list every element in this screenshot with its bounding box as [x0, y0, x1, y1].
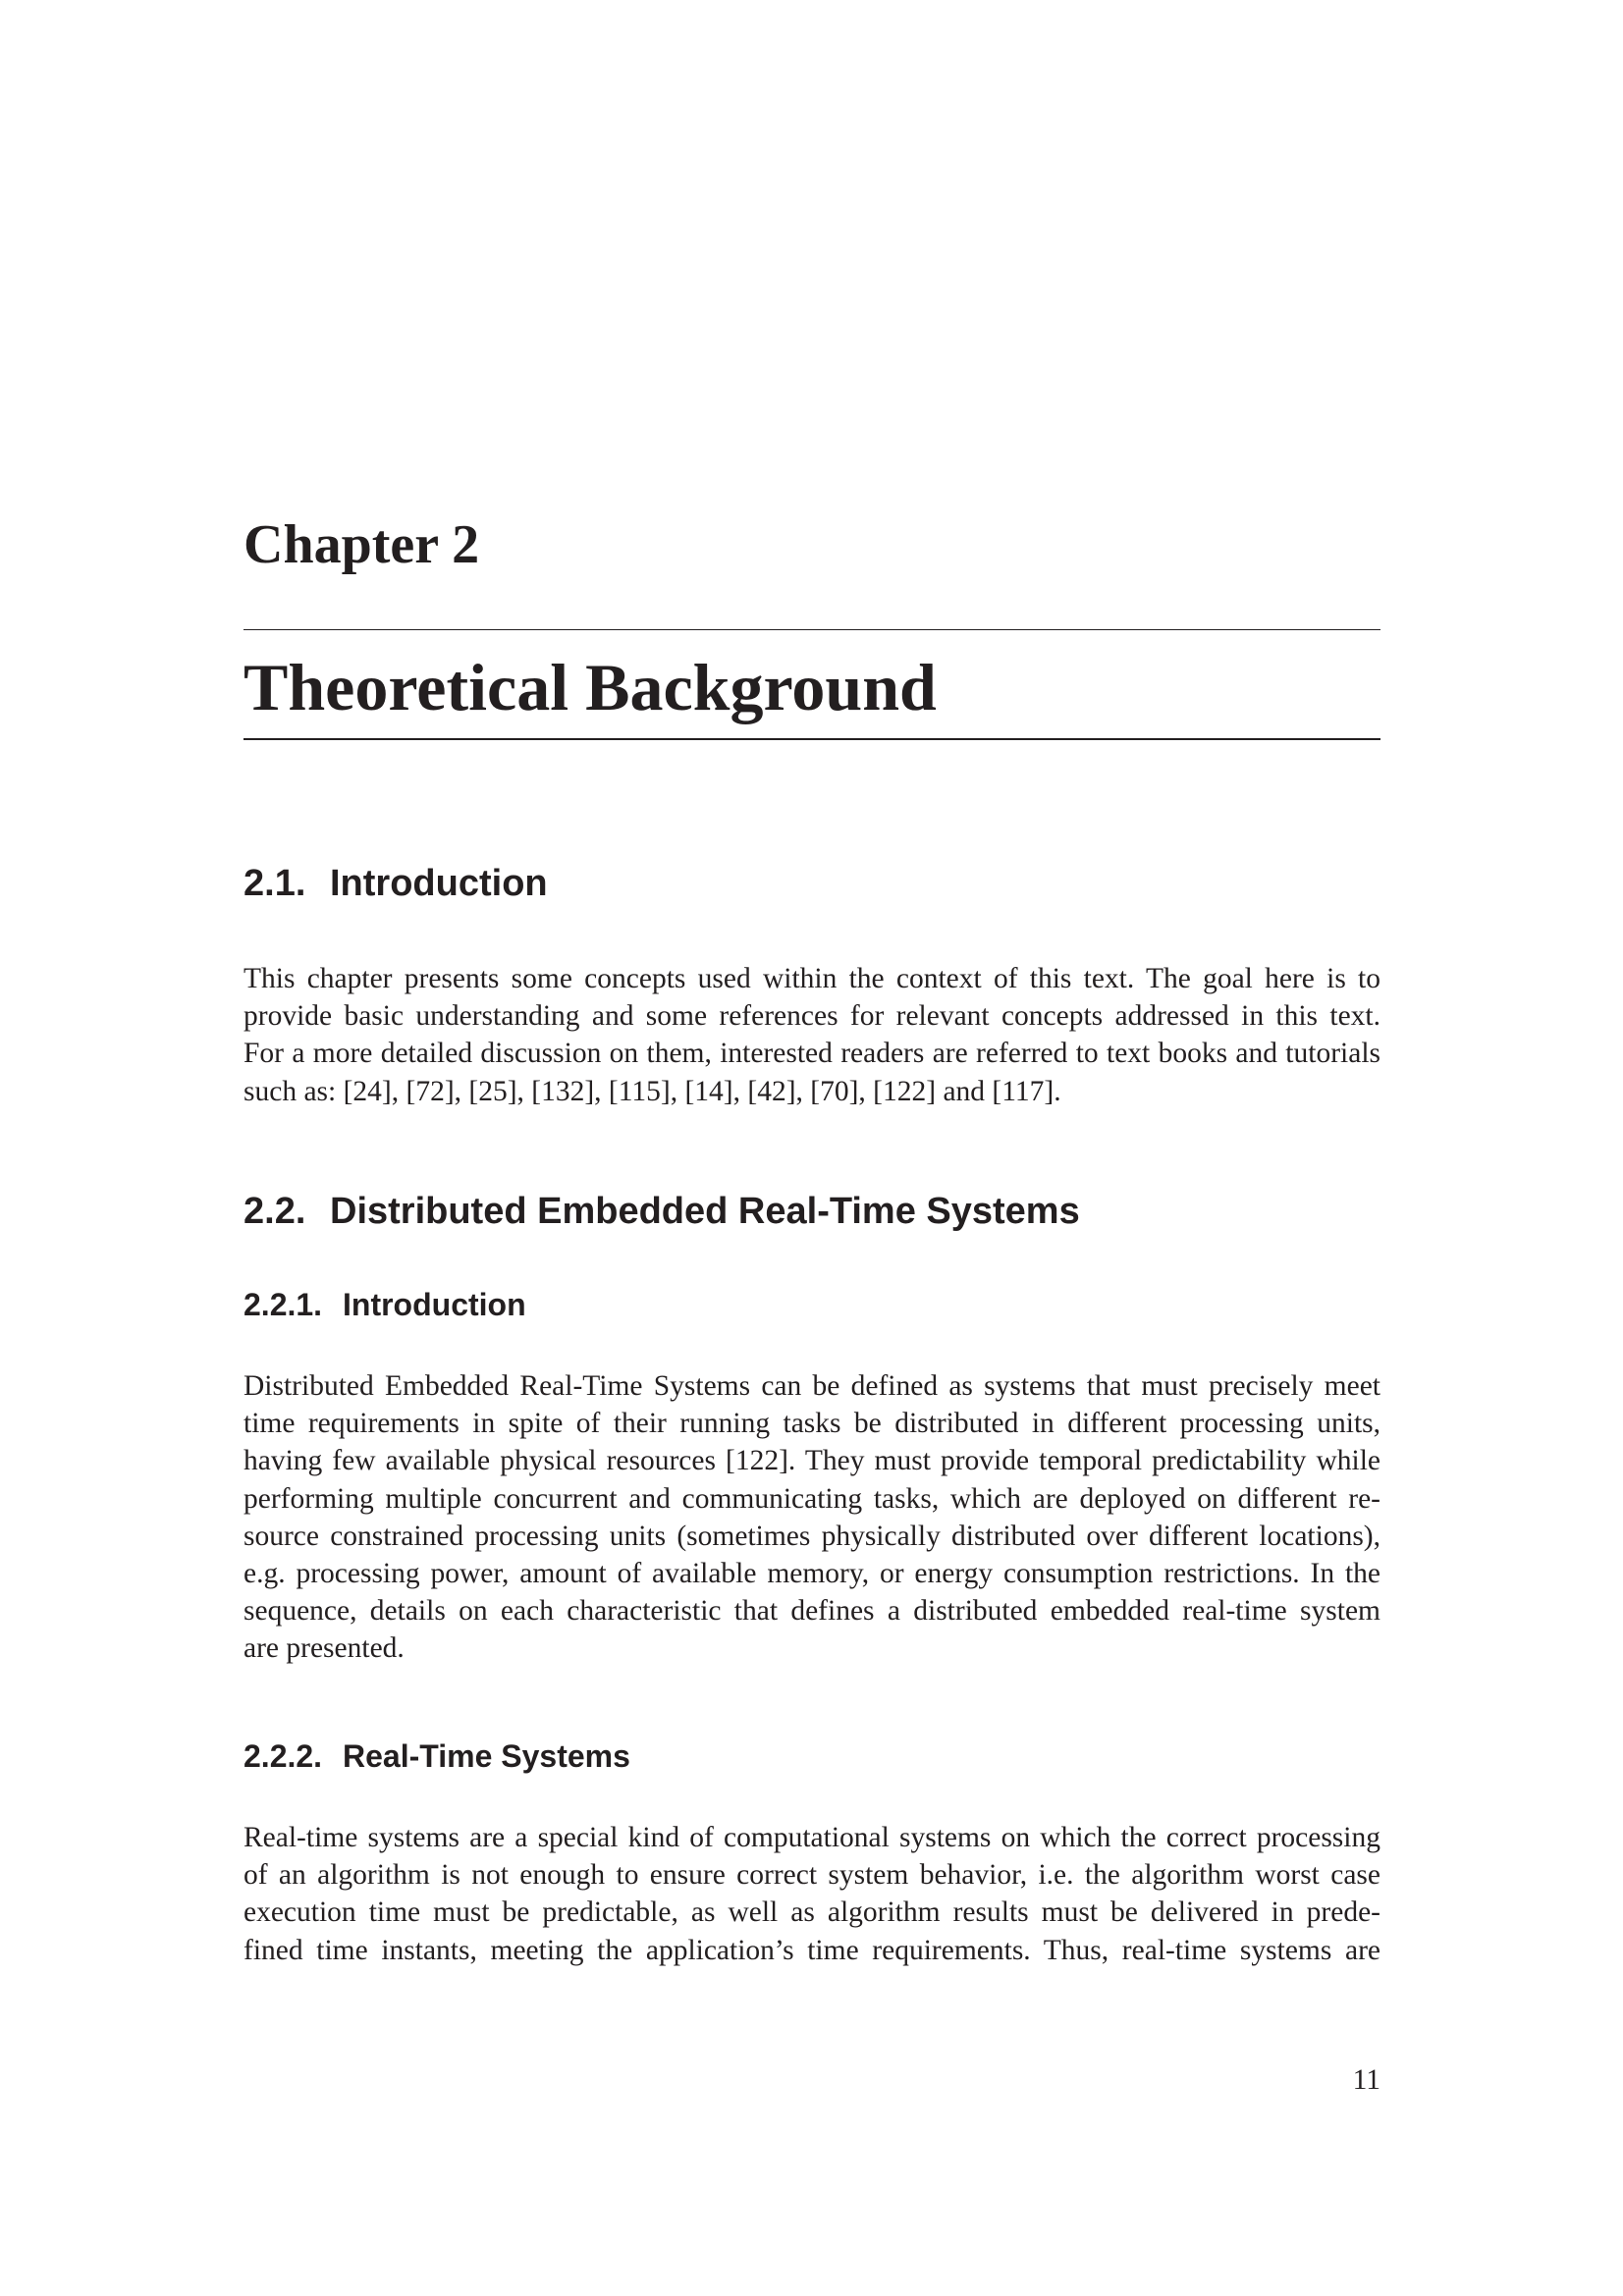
section-title: Introduction: [330, 863, 548, 904]
paragraph-line: provide basic understanding and some references for relevant concepts addressed in this text.: [243, 1000, 1380, 1033]
paragraph-line: e.g. processing power, amount of available memory, or energy consumption restrictions. In the: [243, 1558, 1380, 1590]
chapter-title: Theoretical Background: [243, 650, 937, 724]
section-number: 2.1.: [243, 863, 306, 904]
subsection-number: 2.2.1.: [243, 1287, 323, 1322]
paragraph-line: time requirements in spite of their running tasks be distributed in different processing units,: [243, 1408, 1380, 1440]
paragraph-line: Distributed Embedded Real-Time Systems can be defined as systems that must precisely meet: [243, 1370, 1380, 1402]
paragraph-line: execution time must be predictable, as well as algorithm results must be delivered in prede-: [243, 1896, 1380, 1929]
section-heading-distributed-systems: [243, 1188, 1380, 1235]
subsection-heading-introduction: [243, 1284, 1380, 1325]
section-title: Distributed Embedded Real-Time Systems: [330, 1191, 1080, 1232]
paragraph-line: For a more detailed discussion on them, interested readers are referred to text books and tutorials: [243, 1038, 1380, 1070]
paragraph-line: such as: [24], [72], [25], [132], [115], [14], [42], [70], [122] and [117].: [243, 1075, 1061, 1107]
title-rule-bottom: [243, 738, 1380, 740]
paragraph-line: having few available physical resources [122]. They must provide temporal predictability while: [243, 1445, 1380, 1477]
page-number: 11: [1352, 2064, 1380, 2096]
subsection-title: Introduction: [343, 1287, 526, 1322]
paragraph-line: sequence, details on each characteristic that defines a distributed embedded real-time system: [243, 1595, 1380, 1628]
paragraph-line: Real-time systems are a special kind of computational systems on which the correct processing: [243, 1822, 1380, 1853]
chapter-label: Chapter 2: [243, 514, 480, 575]
introduction-paragraph: [243, 960, 1380, 1110]
paragraph-line: This chapter presents some concepts used within the context of this text. The goal here is to: [243, 963, 1380, 994]
subsection-number: 2.2.2.: [243, 1738, 323, 1774]
distributed-intro-paragraph: [243, 1367, 1380, 1668]
title-rule-top: [243, 629, 1380, 630]
subsection-title: Real-Time Systems: [343, 1738, 630, 1774]
paragraph-line: fined time instants, meeting the application’s time requirements. Thus, real-time systems are: [243, 1934, 1380, 1966]
paragraph-line: are presented.: [243, 1632, 405, 1665]
section-number: 2.2.: [243, 1191, 306, 1232]
paragraph-line: performing multiple concurrent and communicating tasks, which are deployed on different re-: [243, 1482, 1380, 1515]
real-time-systems-paragraph: [243, 1819, 1380, 1969]
paragraph-line: source constrained processing units (sometimes physically distributed over different locations),: [243, 1520, 1380, 1552]
section-heading-introduction: [243, 860, 1380, 907]
subsection-heading-real-time-systems: [243, 1735, 1380, 1777]
paragraph-line: of an algorithm is not enough to ensure correct system behavior, i.e. the algorithm worst case: [243, 1859, 1380, 1892]
